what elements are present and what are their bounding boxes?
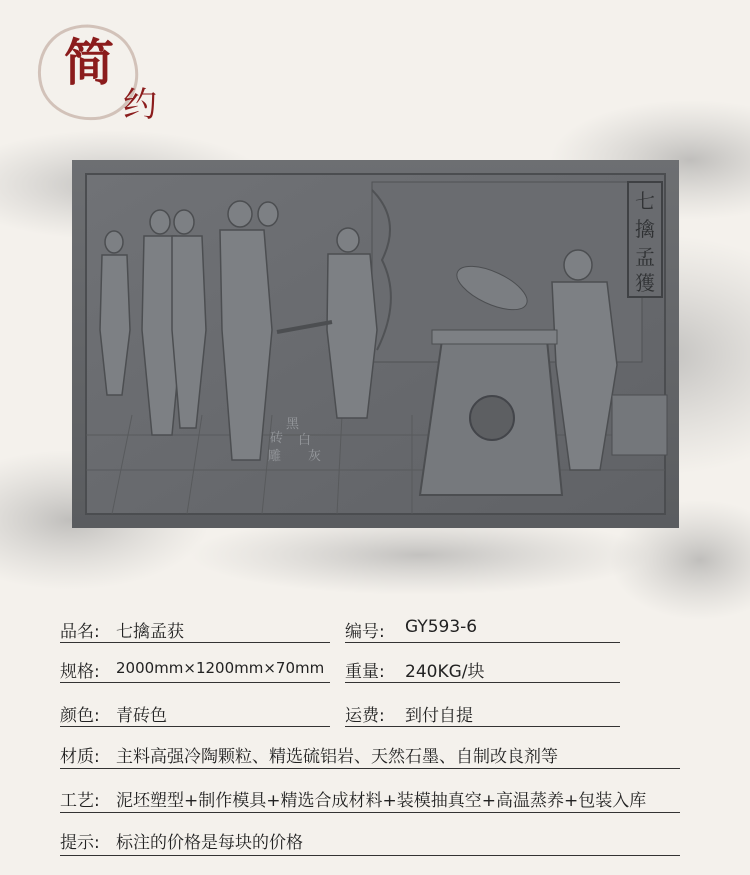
code-label: 编号: [345,622,385,642]
title-badge [28,18,208,128]
color-label: 颜色: [60,706,100,726]
size-label: 规格: [60,662,100,682]
divider [60,855,680,856]
watermark-char-5: 雕 [268,449,282,464]
divider [60,682,330,683]
plaque-char-3: 孟 [635,245,655,269]
plaque-char-4: 獲 [635,271,655,295]
title-char-jian: 简 [64,33,114,92]
watermark-char-4: 砖 [270,431,284,446]
divider [345,642,620,643]
divider [60,768,680,769]
name-label: 品名: [60,622,100,642]
plaque-char-1: 七 [635,189,655,213]
title-char-yue: 约 [123,85,157,125]
weight-value: 240KG/块 [405,662,485,682]
material-label: 材质: [60,747,100,767]
size-value: 2000mm×1200mm×70mm [116,659,325,677]
weight-label: 重量: [345,662,385,682]
watermark-char-2: 白 [298,433,312,448]
divider [60,726,330,727]
plaque-char-2: 擒 [635,217,655,241]
process-value: 泥坯塑型+制作模具+精选合成材料+装模抽真空+高温蒸养+包装入库 [116,791,647,811]
relief-panel-image [72,160,679,528]
name-value: 七擒孟获 [116,622,184,642]
code-value: GY593-6 [405,617,478,637]
material-value: 主料高强冷陶颗粒、精选硫铝岩、天然石墨、自制改良剂等 [116,747,558,767]
process-label: 工艺: [60,791,100,811]
watermark-char-1: 黑 [286,417,300,432]
spec-row-note [60,828,700,858]
color-value: 青砖色 [116,706,167,726]
divider [60,642,330,643]
divider [60,812,680,813]
watermark-char-3: 灰 [308,449,322,464]
shipping-value: 到付自提 [405,706,473,726]
shipping-label: 运费: [345,706,385,726]
note-label: 提示: [60,833,100,853]
divider [345,726,620,727]
divider [345,682,620,683]
note-value: 标注的价格是每块的价格 [116,833,303,853]
